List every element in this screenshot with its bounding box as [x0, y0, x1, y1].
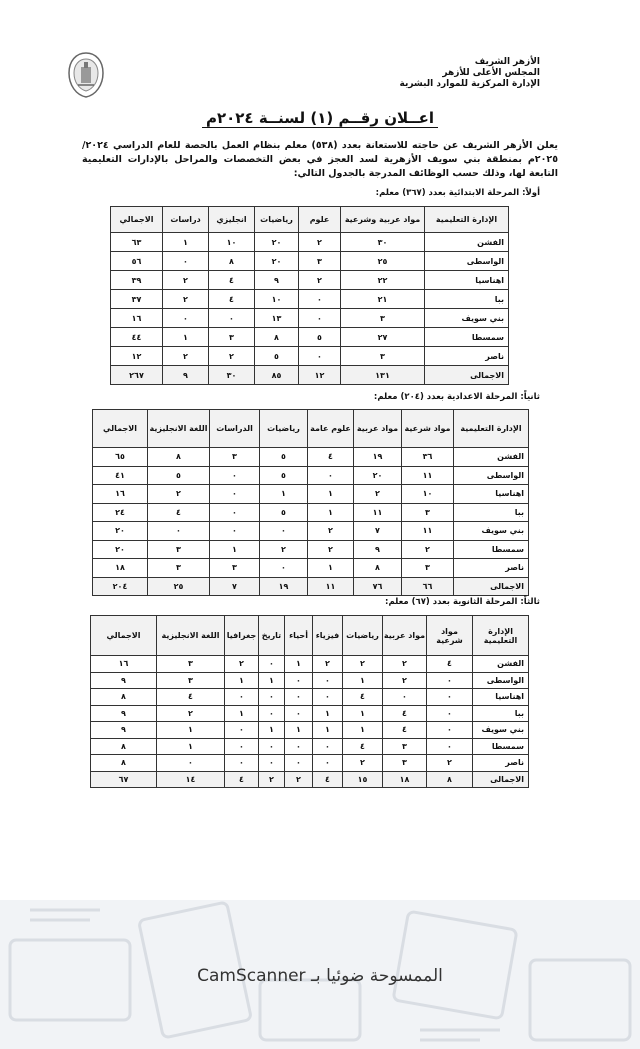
secondary-district-cell: ناصر	[473, 755, 529, 772]
primary-value-cell: ٢٢	[341, 271, 425, 290]
secondary-table-row	[91, 738, 529, 755]
primary-value-cell: ٢٦٧	[111, 366, 163, 385]
secondary-value-cell: ٢	[157, 705, 225, 722]
preparatory-value-cell: ٢	[148, 485, 210, 504]
secondary-district-cell: بني سويف	[473, 722, 529, 739]
preparatory-value-cell: ٣	[210, 559, 260, 578]
secondary-value-cell: ١	[343, 722, 383, 739]
secondary-header-cell: مواد شرعية	[427, 616, 473, 656]
preparatory-value-cell: ١١	[308, 577, 354, 596]
secondary-value-cell: ٢	[383, 656, 427, 673]
preparatory-stage-label: ثانياً: المرحلة الاعدادية بعدد (٢٠٤) معلم:	[373, 392, 540, 402]
primary-stage-table	[110, 206, 509, 385]
secondary-value-cell: ٢	[343, 755, 383, 772]
primary-value-cell: ٢	[299, 271, 341, 290]
secondary-value-cell: ٢	[427, 755, 473, 772]
secondary-header-cell: تاريخ	[259, 616, 285, 656]
preparatory-district-cell: بني سويف	[454, 522, 529, 541]
secondary-value-cell: ٠	[285, 738, 313, 755]
primary-value-cell: ٠	[163, 309, 209, 328]
secondary-value-cell: ٢	[259, 771, 285, 788]
secondary-header-cell: فيزياء	[313, 616, 343, 656]
preparatory-district-cell: الاجمالى	[454, 577, 529, 596]
primary-value-cell: ٣	[209, 328, 255, 347]
announcement-title-text: اعــلان رقــم (١) لسنــة ٢٠٢٤م	[202, 109, 438, 128]
primary-value-cell: ٥	[299, 328, 341, 347]
secondary-value-cell: ٠	[427, 705, 473, 722]
secondary-value-cell: ١٥	[343, 771, 383, 788]
preparatory-value-cell: ١	[308, 503, 354, 522]
preparatory-value-cell: ٢	[402, 540, 454, 559]
preparatory-header-cell: الدراسات	[210, 410, 260, 448]
secondary-value-cell: ٤	[313, 771, 343, 788]
preparatory-value-cell: ٠	[308, 466, 354, 485]
secondary-stage-table	[90, 615, 529, 788]
preparatory-value-cell: ٧٦	[354, 577, 402, 596]
preparatory-district-cell: الفشن	[454, 448, 529, 467]
secondary-value-cell: ١	[313, 722, 343, 739]
primary-value-cell: ٨٥	[255, 366, 299, 385]
secondary-value-cell: ١	[157, 722, 225, 739]
secondary-district-cell: الفشن	[473, 656, 529, 673]
secondary-value-cell: ٠	[285, 705, 313, 722]
primary-table-row	[111, 347, 509, 366]
primary-stage-label: أولاً: المرحلة الابتدائية بعدد (٣٦٧) معلم:	[375, 188, 540, 198]
preparatory-district-cell: الواسطى	[454, 466, 529, 485]
secondary-value-cell: ٠	[427, 722, 473, 739]
preparatory-value-cell: ٨	[354, 559, 402, 578]
primary-district-cell: الاجمالى	[425, 366, 509, 385]
preparatory-value-cell: ١	[308, 485, 354, 504]
preparatory-value-cell: ٢٠	[93, 540, 148, 559]
secondary-value-cell: ٣	[157, 672, 225, 689]
preparatory-value-cell: ٢٠	[93, 522, 148, 541]
preparatory-value-cell: ٠	[210, 485, 260, 504]
secondary-stage-label: ثالثاً: المرحلة الثانوية بعدد (٦٧) معلم:	[385, 597, 540, 607]
primary-table-row	[111, 290, 509, 309]
secondary-value-cell: ٠	[383, 689, 427, 706]
primary-value-cell: ٠	[299, 290, 341, 309]
secondary-table-row	[91, 705, 529, 722]
preparatory-header-cell: اللغة الانجليزية	[148, 410, 210, 448]
secondary-value-cell: ١	[343, 672, 383, 689]
preparatory-value-cell: ٠	[210, 522, 260, 541]
primary-district-cell: سمسطا	[425, 328, 509, 347]
preparatory-value-cell: ٧	[210, 577, 260, 596]
secondary-value-cell: ١٦	[91, 656, 157, 673]
secondary-value-cell: ١	[343, 705, 383, 722]
primary-value-cell: ٢	[163, 290, 209, 309]
primary-district-cell: الفشن	[425, 233, 509, 252]
preparatory-value-cell: ٠	[210, 466, 260, 485]
secondary-value-cell: ٤	[383, 705, 427, 722]
preparatory-header-cell: علوم عامة	[308, 410, 354, 448]
preparatory-district-cell: ببا	[454, 503, 529, 522]
secondary-value-cell: ٢	[313, 656, 343, 673]
preparatory-table-row	[93, 577, 529, 596]
primary-value-cell: ٤	[209, 271, 255, 290]
preparatory-value-cell: ٢٥	[148, 577, 210, 596]
secondary-value-cell: ٤	[427, 656, 473, 673]
secondary-value-cell: ٨	[91, 755, 157, 772]
preparatory-value-cell: ٠	[210, 503, 260, 522]
primary-value-cell: ٦٣	[111, 233, 163, 252]
preparatory-value-cell: ١٠	[402, 485, 454, 504]
preparatory-stage-table	[92, 409, 529, 596]
secondary-value-cell: ٩	[91, 705, 157, 722]
primary-value-cell: ٣٠	[209, 366, 255, 385]
preparatory-value-cell: ٢	[354, 485, 402, 504]
preparatory-table-row	[93, 466, 529, 485]
secondary-header-cell: الاجمالي	[91, 616, 157, 656]
primary-value-cell: ٤٤	[111, 328, 163, 347]
preparatory-value-cell: ٣	[148, 559, 210, 578]
secondary-value-cell: ١	[259, 722, 285, 739]
secondary-table-row	[91, 771, 529, 788]
preparatory-value-cell: ٠	[260, 522, 308, 541]
primary-value-cell: ٢٠	[255, 233, 299, 252]
issuer-header	[400, 57, 541, 90]
secondary-table-row	[91, 755, 529, 772]
primary-value-cell: ٣	[341, 309, 425, 328]
primary-value-cell: ١٦	[111, 309, 163, 328]
primary-value-cell: ١	[163, 328, 209, 347]
preparatory-value-cell: ١	[308, 559, 354, 578]
secondary-value-cell: ٤	[343, 738, 383, 755]
preparatory-district-cell: اهناسيا	[454, 485, 529, 504]
preparatory-table-row	[93, 448, 529, 467]
preparatory-value-cell: ١١	[402, 522, 454, 541]
secondary-value-cell: ٠	[157, 755, 225, 772]
primary-district-cell: ناصر	[425, 347, 509, 366]
preparatory-value-cell: ٠	[148, 522, 210, 541]
primary-value-cell: ١٣١	[341, 366, 425, 385]
preparatory-value-cell: ١١	[354, 503, 402, 522]
secondary-table-row	[91, 689, 529, 706]
header-line-2: المجلس الأعلى للأزهر	[442, 68, 540, 78]
secondary-value-cell: ٠	[225, 689, 259, 706]
preparatory-value-cell: ٤	[148, 503, 210, 522]
secondary-value-cell: ٢	[225, 656, 259, 673]
preparatory-header-cell: الإدارة التعليمية	[454, 410, 529, 448]
primary-value-cell: ٢	[163, 347, 209, 366]
secondary-value-cell: ٢	[285, 771, 313, 788]
primary-value-cell: ٢٠	[255, 252, 299, 271]
secondary-value-cell: ٤	[157, 689, 225, 706]
secondary-district-cell: اهناسيا	[473, 689, 529, 706]
secondary-value-cell: ٣	[383, 738, 427, 755]
al-azhar-logo-icon	[66, 51, 106, 99]
primary-value-cell: ٠	[163, 252, 209, 271]
preparatory-value-cell: ٤١	[93, 466, 148, 485]
secondary-value-cell: ٨	[91, 689, 157, 706]
secondary-table-row	[91, 656, 529, 673]
secondary-value-cell: ٨	[427, 771, 473, 788]
preparatory-value-cell: ٤	[308, 448, 354, 467]
header-line-3: الإدارة المركزية للموارد البشرية	[399, 79, 540, 89]
preparatory-value-cell: ٢٠٤	[93, 577, 148, 596]
primary-value-cell: ١٢	[299, 366, 341, 385]
preparatory-value-cell: ٢	[260, 540, 308, 559]
primary-value-cell: ٠	[299, 309, 341, 328]
primary-table-row	[111, 252, 509, 271]
preparatory-value-cell: ١٩	[354, 448, 402, 467]
secondary-value-cell: ١	[313, 705, 343, 722]
preparatory-value-cell: ٣	[402, 503, 454, 522]
secondary-value-cell: ٠	[259, 656, 285, 673]
secondary-district-cell: سمسطا	[473, 738, 529, 755]
primary-district-cell: اهناسيا	[425, 271, 509, 290]
primary-district-cell: بني سويف	[425, 309, 509, 328]
preparatory-value-cell: ٠	[260, 559, 308, 578]
secondary-value-cell: ٢	[383, 672, 427, 689]
preparatory-value-cell: ٥	[260, 466, 308, 485]
secondary-value-cell: ١	[157, 738, 225, 755]
primary-header-cell: الإدارة التعليمية	[425, 207, 509, 233]
preparatory-value-cell: ٥	[148, 466, 210, 485]
preparatory-value-cell: ٣	[148, 540, 210, 559]
preparatory-value-cell: ٣	[402, 559, 454, 578]
secondary-value-cell: ٠	[427, 738, 473, 755]
primary-value-cell: ٩	[163, 366, 209, 385]
preparatory-value-cell: ٣٦	[402, 448, 454, 467]
secondary-value-cell: ٩	[91, 672, 157, 689]
secondary-value-cell: ٠	[427, 672, 473, 689]
secondary-value-cell: ٠	[285, 689, 313, 706]
primary-header-cell: انجليزي	[209, 207, 255, 233]
preparatory-value-cell: ٨	[148, 448, 210, 467]
secondary-value-cell: ٠	[313, 672, 343, 689]
primary-value-cell: ١٢	[111, 347, 163, 366]
preparatory-header-cell: رياضيات	[260, 410, 308, 448]
primary-table-row	[111, 271, 509, 290]
secondary-district-cell: ببا	[473, 705, 529, 722]
announcement-title	[0, 109, 640, 127]
secondary-value-cell: ٤	[383, 722, 427, 739]
secondary-header-cell: اللغة الانجليزية	[157, 616, 225, 656]
primary-table-row	[111, 233, 509, 252]
primary-table-row	[111, 328, 509, 347]
secondary-value-cell: ٠	[313, 738, 343, 755]
primary-value-cell: ٢٧	[341, 328, 425, 347]
secondary-value-cell: ١٤	[157, 771, 225, 788]
preparatory-value-cell: ٢٤	[93, 503, 148, 522]
primary-district-cell: ببا	[425, 290, 509, 309]
primary-value-cell: ٠	[209, 309, 255, 328]
preparatory-value-cell: ٥	[260, 503, 308, 522]
secondary-value-cell: ٠	[427, 689, 473, 706]
intro-paragraph: يعلن الأزهر الشريف عن حاجته للاستعانة بعدد (٥٣٨) معلم بنظام العمل بالحصة للعام الدراسي ٢٠٢٤/ ٢٠٢٥م بمنطقة بني سويف الأزهرية لسد العجز في بعض التخصصات والمراحل بالإدارات التعليمية التابعة لها، وذلك حسب الوظائف المدرجة بالجدول التالي:	[82, 140, 558, 179]
preparatory-value-cell: ٢	[308, 522, 354, 541]
preparatory-district-cell: ناصر	[454, 559, 529, 578]
secondary-value-cell: ٨	[91, 738, 157, 755]
preparatory-value-cell: ٧	[354, 522, 402, 541]
primary-value-cell: ١٣	[255, 309, 299, 328]
secondary-value-cell: ٠	[285, 672, 313, 689]
primary-header-cell: دراسات	[163, 207, 209, 233]
secondary-header-cell: مواد عربية	[383, 616, 427, 656]
secondary-value-cell: ١	[285, 656, 313, 673]
primary-value-cell: ٢٥	[341, 252, 425, 271]
secondary-value-cell: ١٨	[383, 771, 427, 788]
preparatory-value-cell: ٣	[210, 448, 260, 467]
primary-value-cell: ٢	[299, 233, 341, 252]
secondary-district-cell: الواسطى	[473, 672, 529, 689]
secondary-value-cell: ١	[225, 705, 259, 722]
primary-value-cell: ٥٦	[111, 252, 163, 271]
secondary-value-cell: ١	[259, 672, 285, 689]
secondary-value-cell: ٤	[343, 689, 383, 706]
secondary-value-cell: ٠	[259, 689, 285, 706]
secondary-header-cell: رياضيات	[343, 616, 383, 656]
secondary-value-cell: ٠	[259, 705, 285, 722]
secondary-value-cell: ٩	[91, 722, 157, 739]
preparatory-header-cell: الاجمالي	[93, 410, 148, 448]
preparatory-value-cell: ١٦	[93, 485, 148, 504]
secondary-value-cell: ٤	[225, 771, 259, 788]
primary-value-cell: ٥	[255, 347, 299, 366]
preparatory-value-cell: ٩	[354, 540, 402, 559]
secondary-value-cell: ٠	[259, 755, 285, 772]
preparatory-value-cell: ١٩	[260, 577, 308, 596]
primary-header-cell: علوم	[299, 207, 341, 233]
preparatory-value-cell: ٦٥	[93, 448, 148, 467]
secondary-header-cell: جغرافيا	[225, 616, 259, 656]
secondary-table-row	[91, 722, 529, 739]
primary-value-cell: ٣	[341, 347, 425, 366]
secondary-value-cell: ١	[285, 722, 313, 739]
secondary-value-cell: ٠	[313, 689, 343, 706]
preparatory-district-cell: سمسطا	[454, 540, 529, 559]
primary-value-cell: ١٠	[209, 233, 255, 252]
preparatory-value-cell: ١٨	[93, 559, 148, 578]
preparatory-table-row	[93, 485, 529, 504]
primary-table-row	[111, 309, 509, 328]
secondary-value-cell: ٠	[285, 755, 313, 772]
preparatory-header-cell: مواد شرعية	[402, 410, 454, 448]
primary-value-cell: ١	[163, 233, 209, 252]
primary-value-cell: ٢١	[341, 290, 425, 309]
preparatory-value-cell: ١	[210, 540, 260, 559]
camscanner-label: الممسوحة ضوئيا بـ CamScanner	[197, 966, 443, 986]
primary-value-cell: ٢	[209, 347, 255, 366]
preparatory-table-row	[93, 540, 529, 559]
secondary-value-cell: ٣	[157, 656, 225, 673]
primary-value-cell: ٣٠	[341, 233, 425, 252]
primary-header-cell: الاجمالي	[111, 207, 163, 233]
secondary-value-cell: ٠	[225, 755, 259, 772]
primary-value-cell: ٠	[299, 347, 341, 366]
primary-header-cell: رياضيات	[255, 207, 299, 233]
primary-value-cell: ٨	[255, 328, 299, 347]
primary-value-cell: ٣٧	[111, 290, 163, 309]
primary-value-cell: ٩	[255, 271, 299, 290]
preparatory-value-cell: ٥	[260, 448, 308, 467]
secondary-header-cell: الإدارة التعليمية	[473, 616, 529, 656]
secondary-value-cell: ٠	[225, 722, 259, 739]
secondary-table-row	[91, 672, 529, 689]
secondary-value-cell: ٠	[313, 755, 343, 772]
primary-table-row	[111, 366, 509, 385]
preparatory-value-cell: ١	[260, 485, 308, 504]
primary-header-cell: مواد عربية وشرعية	[341, 207, 425, 233]
preparatory-table-row	[93, 522, 529, 541]
preparatory-value-cell: ٦٦	[402, 577, 454, 596]
secondary-district-cell: الاجمالى	[473, 771, 529, 788]
primary-value-cell: ٢	[163, 271, 209, 290]
secondary-value-cell: ٢	[343, 656, 383, 673]
preparatory-table-row	[93, 559, 529, 578]
primary-value-cell: ١٠	[255, 290, 299, 309]
primary-district-cell: الواسطى	[425, 252, 509, 271]
primary-value-cell: ٤	[209, 290, 255, 309]
preparatory-value-cell: ٢	[308, 540, 354, 559]
secondary-header-cell: أحياء	[285, 616, 313, 656]
secondary-value-cell: ٠	[225, 738, 259, 755]
preparatory-header-cell: مواد عربية	[354, 410, 402, 448]
primary-value-cell: ٣٩	[111, 271, 163, 290]
header-line-1: الأزهر الشريف	[474, 57, 540, 67]
primary-value-cell: ٣	[299, 252, 341, 271]
secondary-value-cell: ٦٧	[91, 771, 157, 788]
secondary-value-cell: ٠	[259, 738, 285, 755]
secondary-value-cell: ١	[225, 672, 259, 689]
primary-value-cell: ٨	[209, 252, 255, 271]
preparatory-table-row	[93, 503, 529, 522]
preparatory-value-cell: ٢٠	[354, 466, 402, 485]
secondary-value-cell: ٣	[383, 755, 427, 772]
preparatory-value-cell: ١١	[402, 466, 454, 485]
